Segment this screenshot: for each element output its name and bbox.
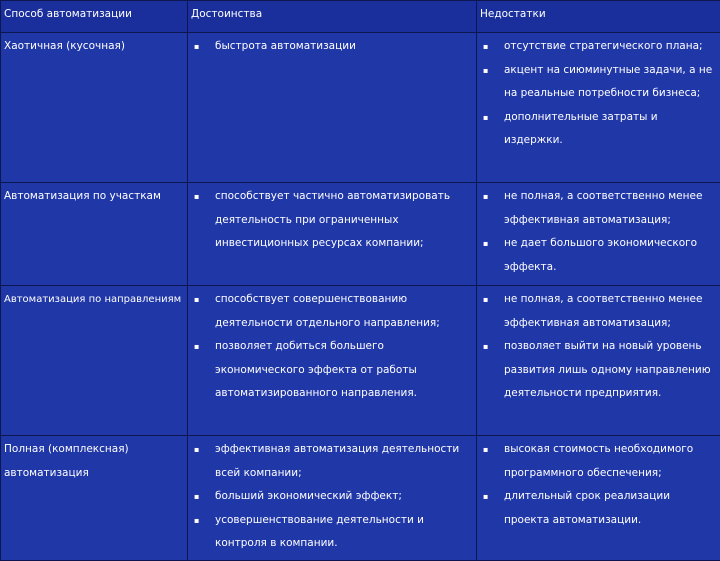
advantages-cell	[188, 33, 477, 183]
method-cell: Автоматизация по участкам	[1, 183, 188, 286]
disadvantage-item: ▪ отсутствие стратегического плана;	[480, 35, 718, 59]
advantage-item: ▪ способствует частично автоматизировать деятельность при ограниченных инвестиционных ресурсах компании;	[191, 185, 474, 256]
table-row	[1, 286, 720, 436]
header-disadvantages: Недостатки	[477, 1, 720, 33]
disadvantage-item: ▪ акцент на сиюминутные задачи, а не на реальные потребности бизнеса;	[480, 59, 718, 106]
header-advantages: Достоинства	[188, 1, 477, 33]
method-cell: Полная (комплексная) автоматизация	[1, 436, 188, 561]
advantage-item: ▪ усовершенствование деятельности и контроля в компании.	[191, 509, 474, 556]
disadvantage-item: ▪ позволяет выйти на новый уровень развития лишь одному направлению деятельности предприятия.	[480, 335, 718, 406]
table-header-row	[1, 1, 720, 33]
disadvantage-item: ▪ не полная, а соответственно менее эффективная автоматизация;	[480, 288, 718, 335]
advantages-cell	[188, 286, 477, 436]
disadvantage-item: ▪ не дает большого экономического эффекта.	[480, 232, 718, 279]
disadvantage-item: ▪ длительный срок реализации проекта автоматизации.	[480, 485, 718, 532]
disadvantage-item: ▪ дополнительные затраты и издержки.	[480, 106, 718, 153]
method-cell: Автоматизация по направлениям	[1, 286, 188, 436]
disadvantage-item: ▪ не полная, а соответственно менее эффективная автоматизация;	[480, 185, 718, 232]
advantage-item: ▪ позволяет добиться большего экономического эффекта от работы автоматизированного направления.	[191, 335, 474, 406]
disadvantages-cell	[477, 286, 720, 436]
disadvantage-item: ▪ высокая стоимость необходимого программного обеспечения;	[480, 438, 718, 485]
disadvantages-cell	[477, 436, 720, 561]
advantage-item: ▪ эффективная автоматизация деятельности всей компании;	[191, 438, 474, 485]
header-method: Способ автоматизации	[1, 1, 188, 33]
advantages-cell	[188, 436, 477, 561]
advantage-item: ▪ способствует совершенствованию деятельности отдельного направления;	[191, 288, 474, 335]
table-row	[1, 436, 720, 561]
table-row	[1, 33, 720, 183]
disadvantages-cell	[477, 33, 720, 183]
advantage-item: ▪ больший экономический эффект;	[191, 485, 474, 509]
method-cell: Хаотичная (кусочная)	[1, 33, 188, 183]
advantages-cell	[188, 183, 477, 286]
disadvantages-cell	[477, 183, 720, 286]
advantage-item: ▪ быстрота автоматизации	[191, 35, 474, 59]
table-row	[1, 183, 720, 286]
